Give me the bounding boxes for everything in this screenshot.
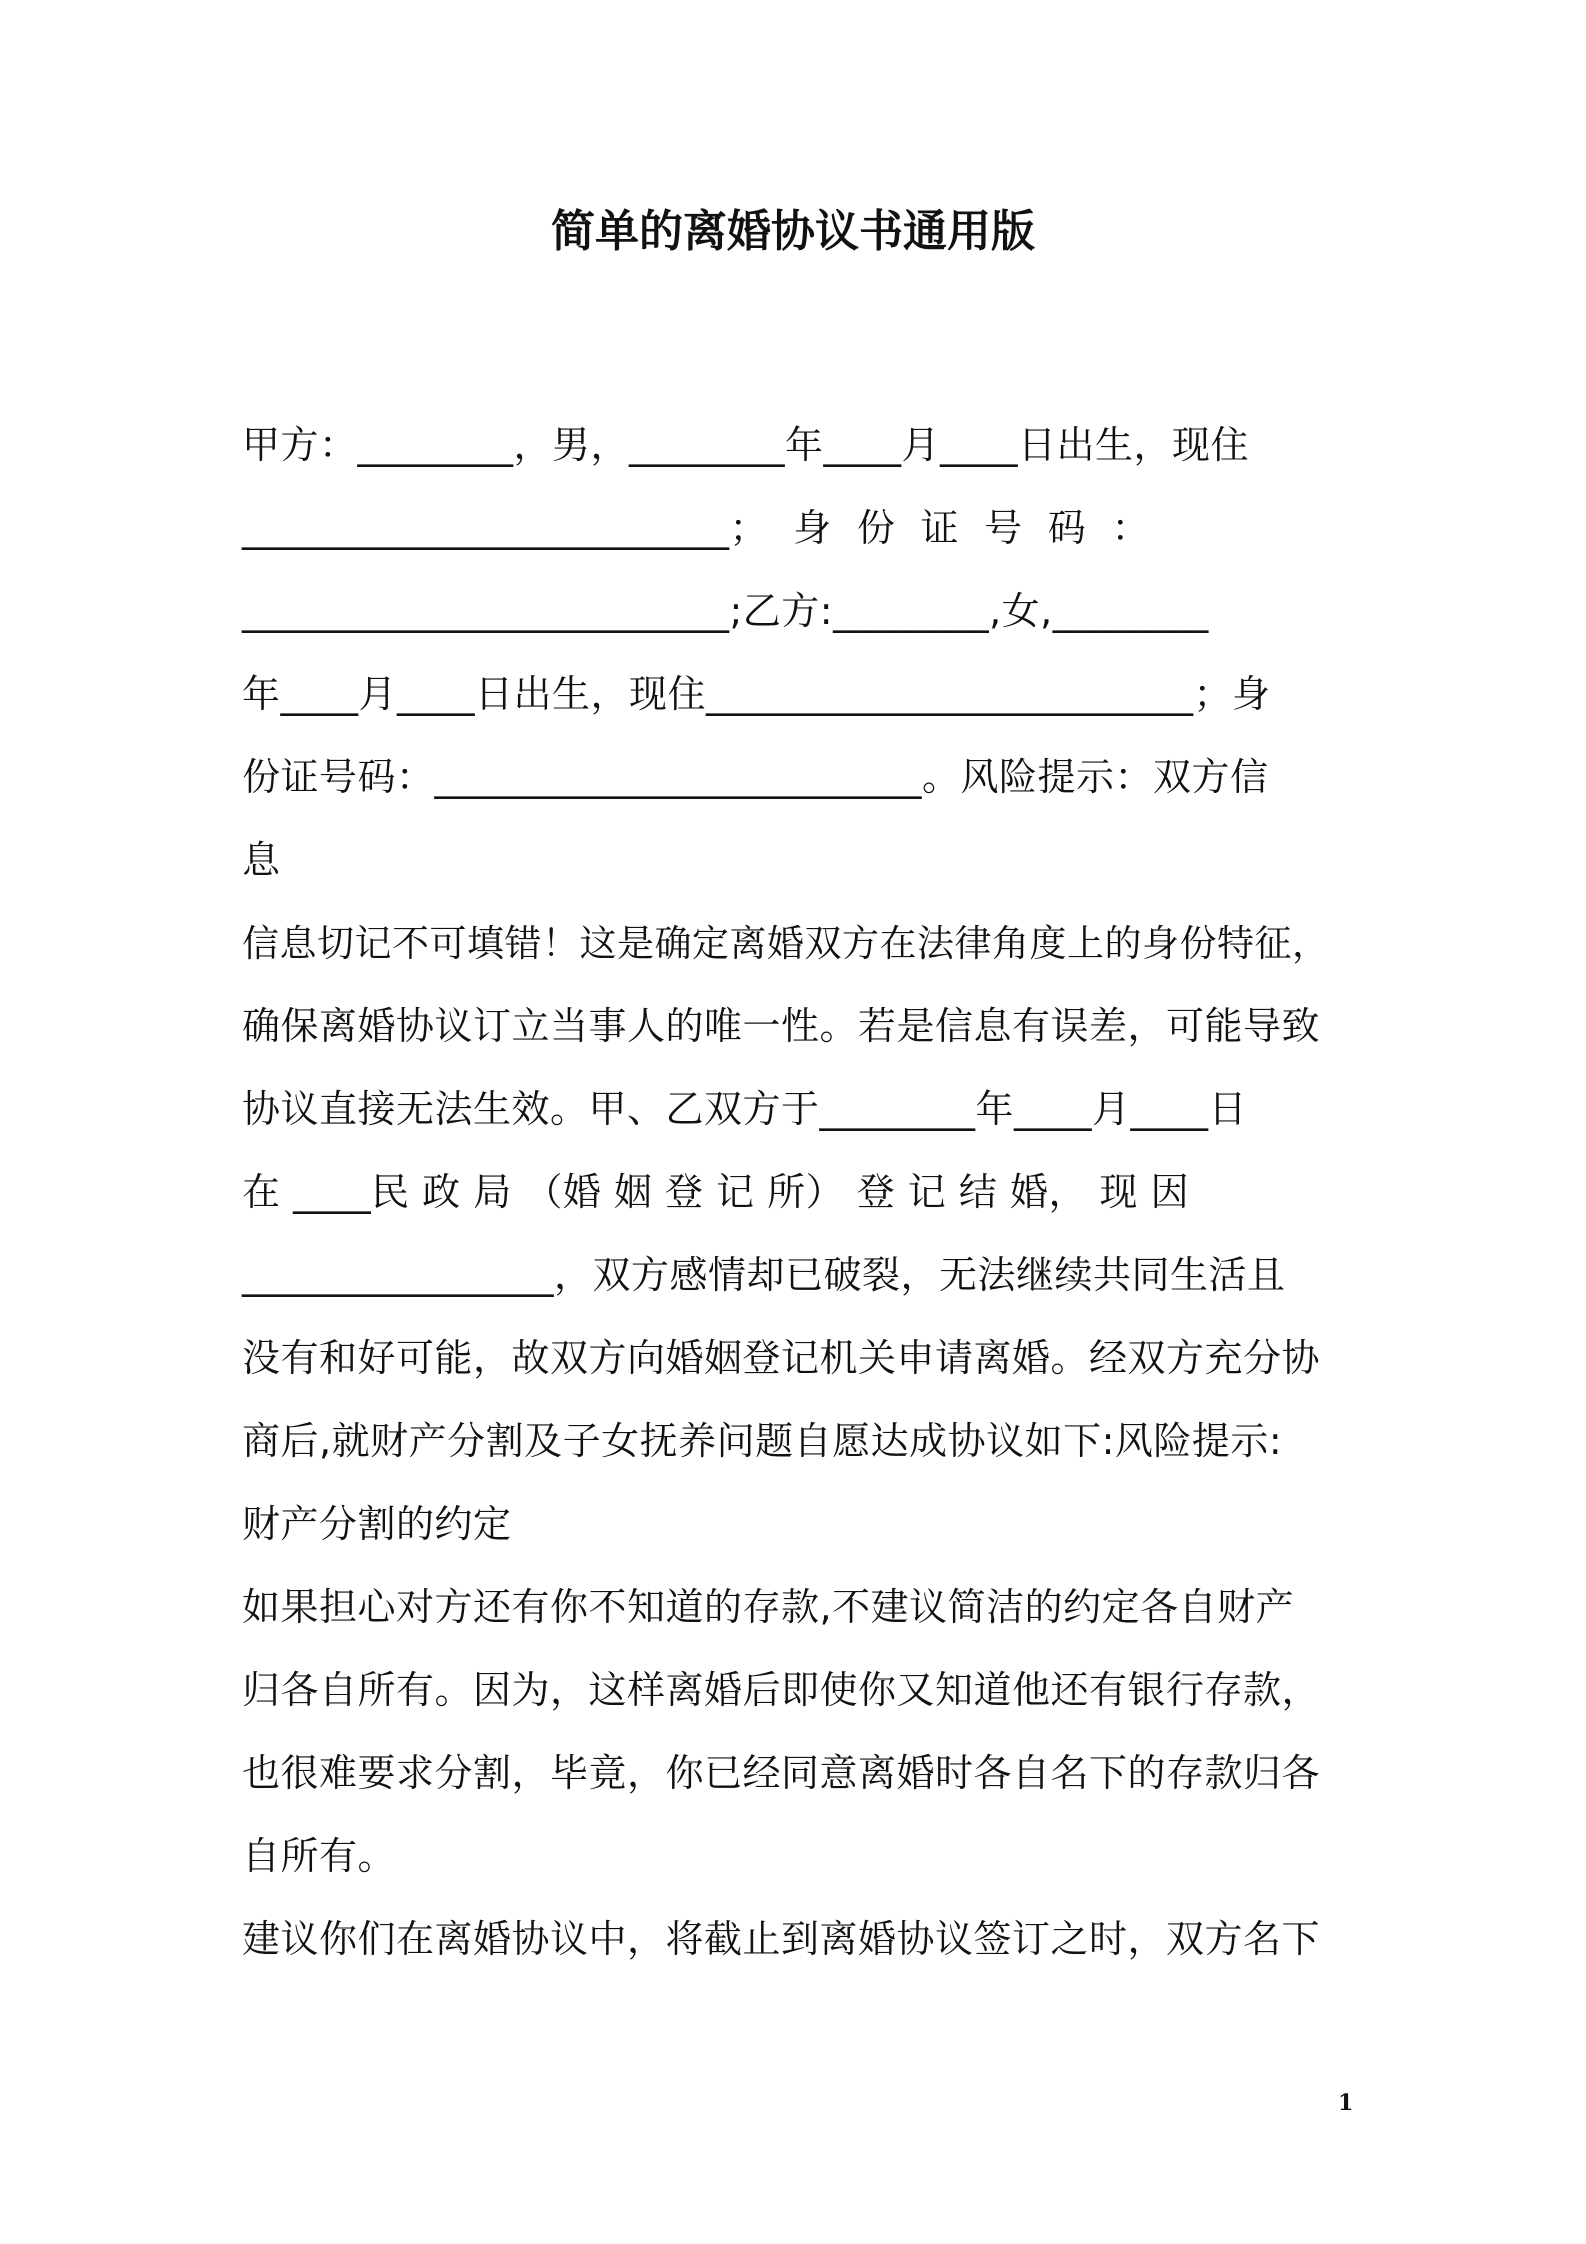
body-line-16: 归各自所有。因为，这样离婚后即使你又知道他还有银行存款， bbox=[242, 1668, 1321, 1712]
body-line-12: 没有和好可能，故双方向婚姻登记机关申请离婚。经双方充分协 bbox=[242, 1336, 1321, 1380]
body-line-15: 如果担心对方还有你不知道的存款,不建议简洁的约定各自财产 bbox=[242, 1585, 1295, 1629]
body-line-18: 自所有。 bbox=[242, 1834, 397, 1878]
document-title: 简单的离婚协议书通用版 bbox=[551, 206, 1035, 257]
body-line-9: 协议直接无法生效。甲、乙双方于________年____月____日 bbox=[242, 1087, 1248, 1131]
body-line-4: 年____月____日出生，现住_________________________；身 bbox=[242, 672, 1271, 716]
body-line-2: _________________________； 身 份 证 号 码 ： bbox=[242, 506, 1150, 550]
document-body bbox=[242, 400, 1354, 1977]
body-line-5: 份证号码：_________________________。风险提示：双方信 bbox=[242, 755, 1269, 799]
body-line-6: 息 bbox=[242, 838, 281, 882]
body-line-17: 也很难要求分割，毕竟，你已经同意离婚时各自名下的存款归各 bbox=[242, 1751, 1321, 1795]
body-line-19: 建议你们在离婚协议中，将截止到离婚协议签订之时，双方名下 bbox=[242, 1917, 1321, 1961]
body-line-11: ________________，双方感情却已破裂，无法继续共同生活且 bbox=[242, 1253, 1286, 1297]
body-line-13: 商后,就财产分割及子女抚养问题自愿达成协议如下:风险提示: bbox=[242, 1419, 1283, 1463]
body-line-3: _________________________;乙方:________,女,________ bbox=[242, 589, 1209, 633]
body-line-10: 在 ____民 政 局 （婚 姻 登 记 所） 登 记 结 婚， 现 因 bbox=[242, 1170, 1190, 1214]
body-line-7: 信息切记不可填错！这是确定离婚双方在法律角度上的身份特征， bbox=[242, 921, 1330, 965]
body-line-8: 确保离婚协议订立当事人的唯一性。若是信息有误差，可能导致 bbox=[242, 1004, 1321, 1048]
body-line-1: 甲方：________，男，________年____月____日出生，现住 bbox=[242, 423, 1250, 467]
body-line-14: 财产分割的约定 bbox=[242, 1502, 512, 1546]
page-number: 1 bbox=[1338, 2090, 1354, 2116]
